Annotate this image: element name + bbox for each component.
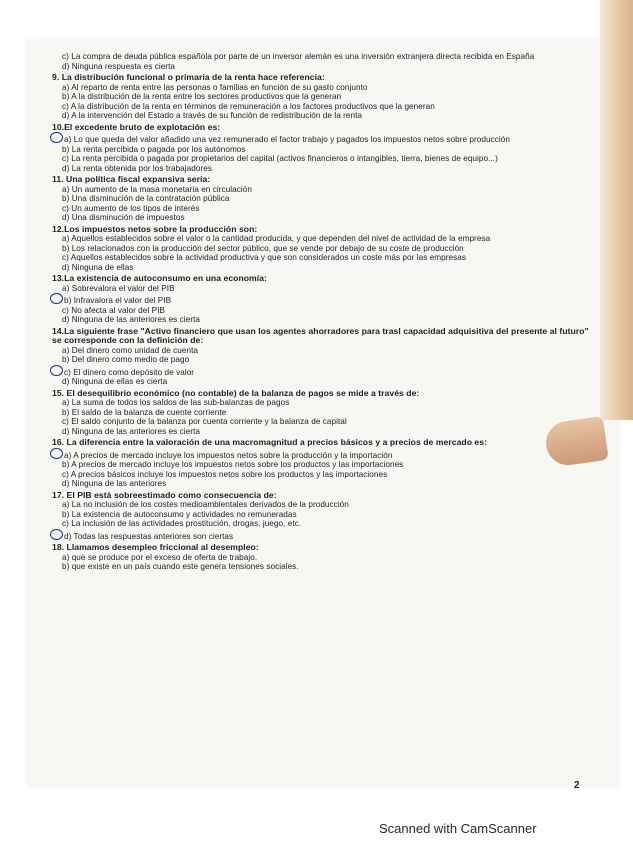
question-14-title: 14.La siguiente frase "Activo financiero que usan los agentes ahorradores para trasl capacidad adquisitiva del presente al futuro" se corresponde con la definición de:	[52, 325, 589, 345]
question-13-option-b-text: b) Infravalora el valor del PIB	[64, 296, 172, 305]
question-9-option-d: d) A la intervención del Estado a través de su función de redistribución de la renta	[62, 111, 363, 120]
question-12-title: 12.Los impuestos netos sobre la producción son:	[52, 223, 258, 234]
answer-circle-mark	[50, 529, 63, 540]
question-16-option-d: d) Ninguna de las anteriores	[62, 479, 167, 488]
question-10-option-a-text: a) Lo que queda del valor añadido una vez remunerado el factor trabajo y pagados los impuestos netos sobre producción	[64, 135, 510, 144]
question-16-option-b: b) A precios de mercado incluye los impuestos netos sobre los productos y las importaciones	[62, 460, 404, 469]
question-14-option-a: a) Del dinero como unidad de cuenta	[62, 345, 199, 355]
question-15-option-d: d) Ninguna de las anteriores es cierta	[62, 426, 200, 436]
question-11-option-d: d) Una disminución de impuestos	[62, 213, 185, 222]
question-13-option-a: a) Sobrevalora el valor del PIB	[62, 283, 175, 293]
question-16-option-a	[52, 448, 592, 461]
answer-circle-mark	[50, 293, 63, 304]
question-10-title: 10.El excedente bruto de explotación es:	[52, 121, 221, 132]
answer-circle-mark	[50, 365, 63, 376]
question-13-title: 13.La existencia de autoconsumo en una economía:	[52, 273, 267, 283]
question-18-title: 18. Llamamos desempleo friccional al desempleo:	[52, 542, 259, 552]
question-14-option-c	[52, 365, 592, 378]
question-16-option-c: c) A precios básicos incluye los impuestos netos sobre los productos y las importaciones	[62, 469, 388, 479]
question-17-option-d	[52, 529, 592, 542]
question-10-option-c: c) La renta percibida o pagada por propietarios del capital (activos financieros o intangibles, tierra, bienes de equipo...)	[62, 154, 498, 163]
question-17-option-a: a) La no inclusión de los costes medioambientales derivados de la producción	[62, 500, 349, 509]
answer-circle-mark	[50, 448, 63, 459]
question-15-option-c: c) El saldo conjunto de la balanza por cuenta corriente y la balanza de capital	[62, 417, 347, 426]
question-15-option-a: a) La suma de todos los saldos de las sub-balanzas de pagos	[62, 398, 290, 407]
question-15-title: 15. El desequilibrio económico (no contable) de la balanza de pagos se mide a través de:	[52, 387, 420, 398]
page-edge-shadow	[600, 0, 633, 420]
question-10-option-b: b) La renta percibida o pagada por los autónomos	[62, 144, 246, 154]
question-17-option-c: c) La inclusión de las actividades prostitución, drogas, juego, etc.	[62, 519, 302, 528]
question-14-option-b: b) Del dinero como medio de pago	[62, 355, 190, 364]
question-9-option-c: c) A la distribución de la renta en términos de remuneración a los factores productivos que la generan	[62, 101, 435, 111]
page-number: 2	[574, 780, 580, 791]
answer-circle-mark	[50, 132, 63, 143]
question-11-title: 11. Una política fiscal expansiva sería:	[52, 174, 211, 184]
question-9-title: 9. La distribución funcional o primaria de la renta hace referencia:	[52, 72, 325, 82]
question-10-option-a	[52, 132, 592, 145]
question-14-option-d: d) Ninguna de ellas es cierta	[62, 377, 168, 386]
question-12-option-b: b) Los relacionados con la producción del sector público, que se vende por debajo de su coste de producción	[62, 243, 464, 253]
prev-option-c: c) La compra de deuda pública española por parte de un inversor alemán es una inversión extranjera directa recibida en España	[62, 52, 535, 61]
question-11-option-b: b) Una disminución de la contratación pública	[62, 194, 230, 203]
question-15-option-b: b) El saldo de la balanza de cuente corriente	[62, 407, 227, 417]
question-12-option-d: d) Ninguna de ellas	[62, 262, 134, 272]
question-18-option-b: b) que existe en un país cuando este genera tensiones sociales.	[62, 562, 299, 571]
question-17-title: 17. El PIB está sobreestimado como consecuencia de:	[52, 489, 277, 500]
prev-option-d: d) Ninguna respuesta es cierta	[62, 61, 176, 71]
exam-content	[52, 52, 592, 572]
question-12-option-c: c) Aquellos establecidos sobre la actividad productiva y que son considerados un coste más por las empresas	[62, 253, 467, 262]
question-11-option-c: c) Un aumento de los tipos de interés	[62, 203, 200, 213]
question-9-option-b: b) A la distribución de la renta entre los sectores productivos que la generan	[62, 92, 342, 101]
question-14-option-c-text: c) El dinero como depósito de valor	[64, 367, 195, 377]
camscanner-watermark: Scanned with CamScanner	[379, 821, 537, 836]
question-17-option-b: b) La existencia de autoconsumo y actividades no remuneradas	[62, 509, 297, 519]
question-9-option-a: a) Al reparto de renta entre las personas o familias en función de su gasto conjunto	[62, 82, 368, 92]
question-17-option-d-text: d) Todas las respuestas anteriores son ciertas	[64, 531, 234, 541]
question-16-title: 16. La diferencia entre la valoración de una macromagnitud a precios básicos y a precios de mercado es:	[52, 437, 487, 447]
question-12-option-a: a) Aquellos establecidos sobre el valor o la cantidad producida, y que dependen del nivel de actividad de la empresa	[62, 234, 491, 243]
question-10-option-d: d) La renta obtenida por los trabajadores	[62, 163, 212, 173]
question-11-option-a: a) Un aumento de la masa monetaria en circulación	[62, 184, 252, 194]
question-13-option-c: c) No afecta al valor del PIB	[62, 305, 165, 315]
question-13-option-b	[52, 293, 592, 306]
question-16-option-a-text: a) A precios de mercado incluye los impuestos netos sobre la producción y la importación	[64, 450, 393, 460]
question-13-option-d: d) Ninguna de las anteriores es cierta	[62, 315, 200, 324]
question-18-option-a: a) que se produce por el exceso de oferta de trabajo.	[62, 552, 258, 562]
